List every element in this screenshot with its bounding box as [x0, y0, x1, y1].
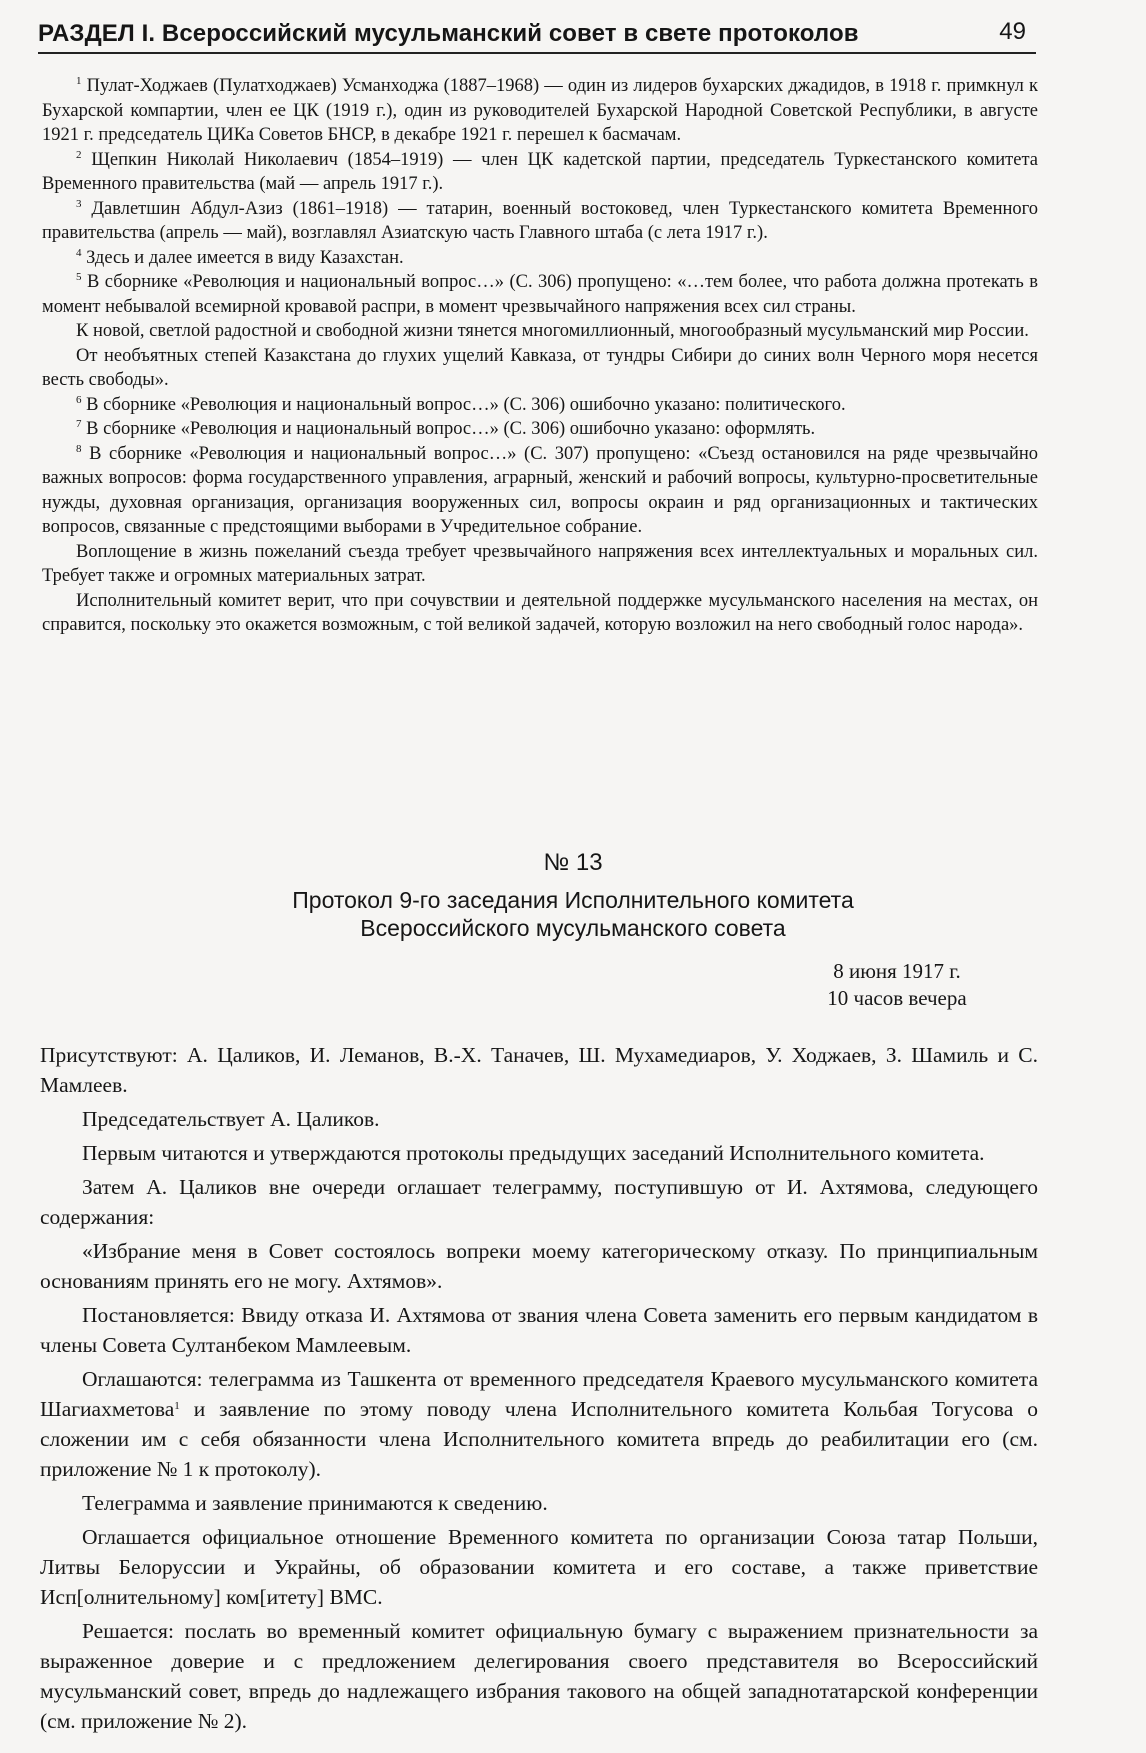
footnote-8-para-2: Воплощение в жизнь пожеланий съезда требует чрезвычайного напряжения всех интеллектуальных и моральных сил. Требует также и огромных материальных затрат.	[42, 541, 1038, 586]
footnote-mark: 1	[76, 75, 82, 87]
footnote-mark: 3	[76, 197, 82, 210]
footnote-5-para-2: К новой, светлой радостной и свободной жизни тянется многомиллионный, многообразный мусульманский мир России.	[76, 321, 1029, 341]
body-paragraph: Первым читаются и утверждаются протоколы предыдущих заседаний Исполнительного комитета.	[82, 1141, 985, 1165]
document-heading	[0, 848, 1146, 942]
body-paragraph: Присутствуют: А. Цаликов, И. Леманов, В.-Х. Таначев, Ш. Мухамедиаров, У. Ходжаев, З. Шамиль и С. Мамлеев.	[40, 1043, 1038, 1097]
footnote-6: $^6$ В сборнике «Революция и национальный вопрос…» (С. 306) ошибочно указано: политического.	[76, 393, 846, 415]
body-paragraph: «Избрание меня в Совет состоялось вопреки моему категорическому отказу. По принципиальным основаниям принять его не могу. Ахтямов».	[40, 1239, 1038, 1293]
document-date: 8 июня 1917 г.	[833, 959, 961, 983]
footnote-mark: 4	[76, 246, 82, 259]
running-header	[38, 14, 1036, 54]
footnote-7: $^7$ В сборнике «Революция и национальный вопрос…» (С. 306) ошибочно указано: оформлять.	[76, 418, 816, 439]
document-title-line-1: Протокол 9-го заседания Исполнительного комитета	[292, 887, 854, 913]
footnote-mark: 6	[76, 393, 82, 406]
body-paragraph: Председательствует А. Цаликов.	[82, 1107, 380, 1131]
body-paragraph: Постановляется: Ввиду отказа И. Ахтямова от звания члена Совета заменить его первым кандидатом в члены Совета Султанбеком Мамлеевым.	[40, 1303, 1038, 1357]
footnote-8-para-3: Исполнительный комитет верит, что при сочувствии и деятельной поддержке мусульманского населения на местах, он справится, поскольку это окажется возможным, с той великой задачей, которую возложил на него свободный голос народа».	[42, 590, 1038, 635]
footnote-mark: 5	[76, 271, 82, 283]
date-block	[812, 958, 982, 1012]
footnote-5-para-3: От необъятных степей Казакстана до глухих ущелий Кавказа, от тундры Сибири до синих волн Черного моря несется весть свободы».	[42, 345, 1038, 390]
footnote-4: $^4$ Здесь и далее имеется в виду Казахстан.	[76, 246, 404, 268]
footnote-3: $^3$ Давлетшин Абдул-Азиз (1861–1918) — татарин, военный востоковед, член Туркестанского комитета Временного правительства (апрель — май), возглавлял Азиатскую часть Главного штаба (с лета 1917 г.).	[42, 197, 1038, 243]
footnotes	[42, 74, 1038, 638]
footnote-5: $^5$ В сборнике «Революция и национальный вопрос…» (С. 306) пропущено: «…тем более, что работа должна протекать в момент небывалой всемирной кровавой распри, в момент чрезвычайного напряжения всех сил страны.	[42, 271, 1039, 317]
page-number: 49	[999, 18, 1026, 45]
footnote-8: $^8$ В сборнике «Революция и национальный вопрос…» (С. 307) пропущено: «Съезд остановился на ряде чрезвычайно важных вопросов: форма государственного управления, аграрный, женский и рабочий вопросы, культурно-просветительные нужды, духовная организация, организация вооруженных сил, вопросы окраин и ряд организационных и тактических вопросов, связанные с предстоящими выборами в Учредительное собрание.	[42, 442, 1038, 537]
section-title: РАЗДЕЛ I. Всероссийский мусульманский совет в свете протоколов	[38, 20, 859, 47]
footnote-mark: 8	[76, 442, 82, 455]
body-paragraph: Телеграмма и заявление принимаются к сведению.	[82, 1491, 548, 1515]
body-paragraph: Решается: послать во временный комитет официальную бумагу с выражением признательности за выраженное доверие и с предложением делегирования своего представителя во Всероссийский мусульманский совет, впредь до надлежащего избрания такового на общей западнотатарской конференции (см. приложение № 2).	[40, 1619, 1038, 1733]
footnote-1: $^1$ Пулат-Ходжаев (Пулатходжаев) Усманходжа (1887–1968) — один из лидеров бухарских джадидов, в 1918 г. примкнул к Бухарской компартии, член ее ЦК (1919 г.), один из руководителей Бухарской Народной Советской Республики, в августе 1921 г. председатель ЦИКа Советов БНСР, в декабре 1921 г. перешел к басмачам.	[42, 75, 1038, 145]
footnote-2: $^2$ Щепкин Николай Николаевич (1854–1919) — член ЦК кадетской партии, председатель Туркестанского комитета Временного правительства (май — апрель 1917 г.).	[42, 148, 1038, 194]
body-paragraph: Затем А. Цаликов вне очереди оглашает телеграмму, поступившую от И. Ахтямова, следующего содержания:	[40, 1175, 1038, 1229]
footnote-mark: 7	[76, 418, 82, 430]
document-time: 10 часов вечера	[827, 986, 967, 1010]
footnote-mark: 2	[76, 148, 82, 161]
body-paragraph: Оглашается официальное отношение Временного комитета по организации Союза татар Польши, Литвы Белоруссии и Украйны, об образовании комитета и его составе, а также приветствие Исп[олнительному] ком[итету] ВМС.	[40, 1525, 1038, 1609]
body-paragraph: Оглашаются: телеграмма из Ташкента от временного председателя Краевого мусульманского комитета Шагиахметова$^1$ и заявление по этому поводу члена Исполнительного комитета Кольбая Тогусова о сложении им с себя обязанности члена Исполнительного комитета впредь до реабилитации его (см. приложение № 1 к протоколу).	[40, 1367, 1038, 1481]
footnote-mark: 1	[174, 1400, 180, 1412]
document-title-line-2: Всероссийского мусульманского совета	[360, 915, 786, 941]
document-number: № 13	[543, 849, 603, 876]
protocol-body	[40, 1040, 1038, 1740]
